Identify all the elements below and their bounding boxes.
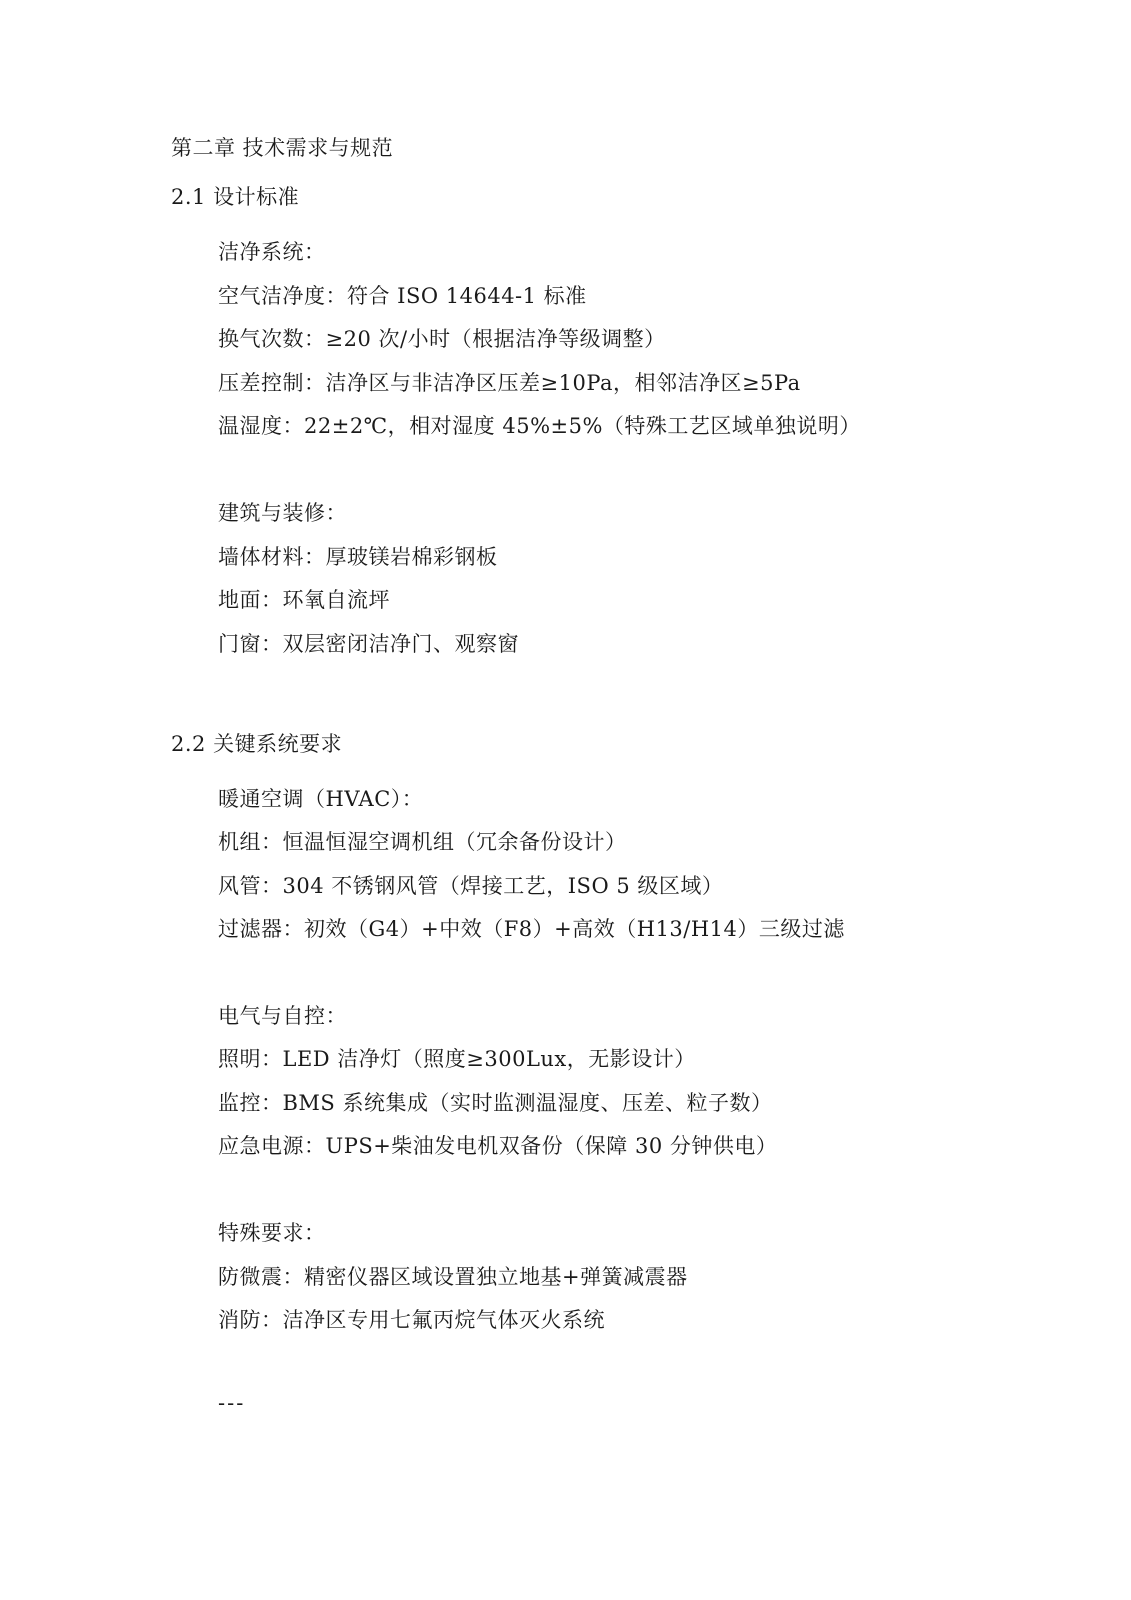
- chapter-title: 第二章 技术需求与规范: [171, 136, 394, 160]
- separator-rule: ---: [218, 1391, 246, 1415]
- special-item: 防微震：精密仪器区域设置独立地基+弹簧减震器: [218, 1265, 688, 1289]
- hvac-title: 暖通空调（HVAC）：: [218, 787, 424, 811]
- clean-system-item: 换气次数：≥20 次/小时（根据洁净等级调整）: [218, 327, 666, 351]
- special-title: 特殊要求：: [218, 1221, 326, 1245]
- building-item: 门窗：双层密闭洁净门、观察窗: [218, 632, 519, 656]
- hvac-item: 风管：304 不锈钢风管（焊接工艺，ISO 5 级区域）: [218, 874, 724, 898]
- special-item: 消防：洁净区专用七氟丙烷气体灭火系统: [218, 1308, 605, 1332]
- section-2-2-heading: 2.2 关键系统要求: [171, 732, 343, 756]
- clean-system-item: 空气洁净度：符合 ISO 14644-1 标准: [218, 284, 587, 308]
- electrical-title: 电气与自控：: [218, 1004, 347, 1028]
- hvac-item: 过滤器：初效（G4）+中效（F8）+高效（H13/H14）三级过滤: [218, 917, 845, 941]
- clean-system-title: 洁净系统：: [218, 240, 326, 264]
- section-2-1-heading: 2.1 设计标准: [171, 185, 300, 209]
- building-title: 建筑与装修：: [218, 501, 347, 525]
- electrical-item: 照明：LED 洁净灯（照度≥300Lux，无影设计）: [218, 1047, 696, 1071]
- electrical-item: 监控：BMS 系统集成（实时监测温湿度、压差、粒子数）: [218, 1091, 773, 1115]
- building-item: 墙体材料：厚玻镁岩棉彩钢板: [218, 545, 498, 569]
- hvac-item: 机组：恒温恒湿空调机组（冗余备份设计）: [218, 830, 627, 854]
- clean-system-item: 压差控制：洁净区与非洁净区压差≥10Pa，相邻洁净区≥5Pa: [218, 371, 801, 395]
- electrical-item: 应急电源：UPS+柴油发电机双备份（保障 30 分钟供电）: [218, 1134, 778, 1158]
- clean-system-item: 温湿度：22±2℃，相对湿度 45%±5%（特殊工艺区域单独说明）: [218, 414, 861, 438]
- building-item: 地面：环氧自流坪: [218, 588, 390, 612]
